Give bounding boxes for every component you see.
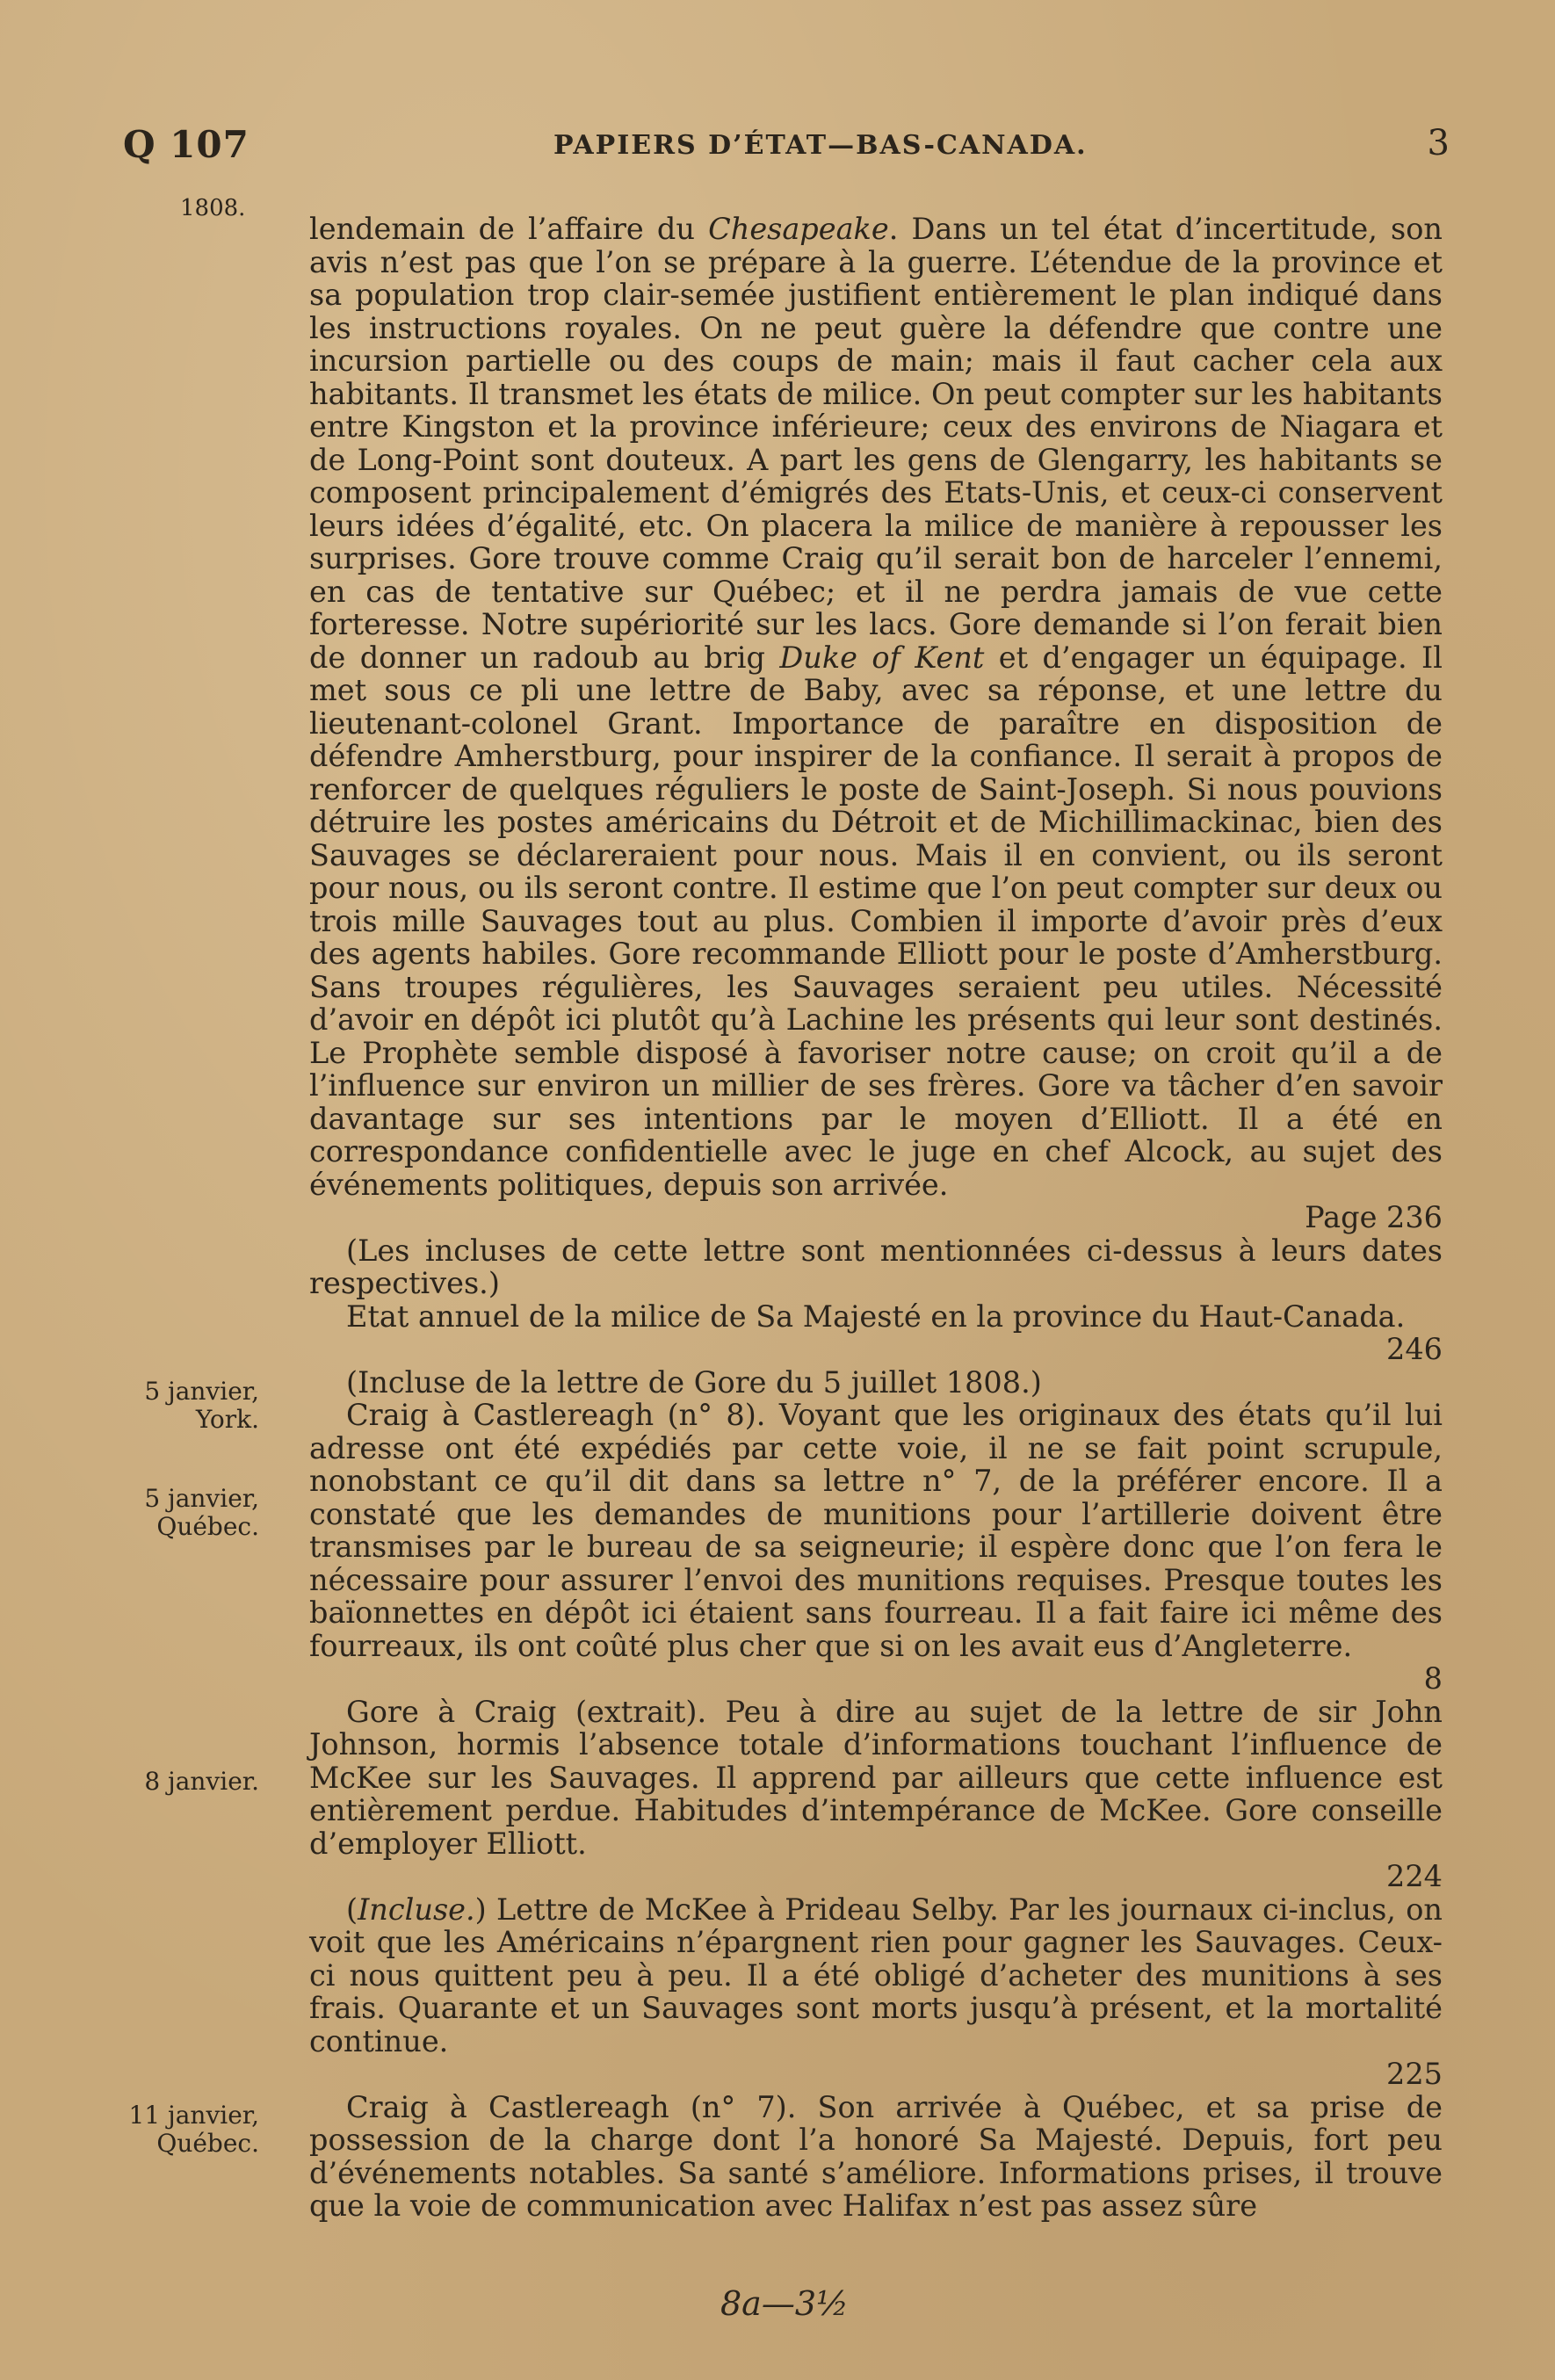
text-run: Lettre de McKee à Prideau Selby. Par les journaux ci-inclus, on voit que les Américains n’épargnent rien pour gagner les Sauvages. Ceux-ci nous quittent peu à peu. Il a été obligé d’acheter des munitions à ses frais. Quarante et un Sauvages sont morts jusqu’à présent, et la mortalité continue. bbox=[309, 1892, 1443, 2058]
margin-note bbox=[110, 1485, 259, 1541]
paragraph bbox=[309, 1696, 1443, 1893]
margin-note-date: 5 janvier, bbox=[144, 1484, 259, 1513]
paragraph: (Les incluses de cette lettre sont mentionnées ci-dessus à leurs dates respectives.) bbox=[309, 1233, 1443, 1300]
margin-note-date: 8 janvier. bbox=[144, 1767, 259, 1796]
margin-note-date: 5 janvier, bbox=[144, 1377, 259, 1406]
page-reference: 246 bbox=[1386, 1332, 1443, 1366]
paragraph: (Incluse.) Lettre de McKee à Prideau Selby. Par les journaux ci-inclus, on voit que les Américains n’épargnent rien pour gagner les Sauvages. Ceux-ci nous quittent peu à peu. Il a été obligé d’acheter des munitions à ses frais. Quarante et un Sauvages sont morts jusqu’à présent, et la mortalité continue. 225 bbox=[309, 1892, 1443, 2091]
text-run: lendemain de l’affaire du bbox=[309, 212, 709, 246]
text-run: Etat annuel de la milice de Sa Majesté en la province du Haut-Canada. bbox=[346, 1299, 1406, 1334]
signature-mark: 8a—3½ bbox=[720, 2284, 849, 2323]
paragraph bbox=[309, 1399, 1443, 1696]
margin-note-place: Québec. bbox=[156, 2129, 259, 2158]
text-run: et d’engager un équipage. Il met sous ce pli une lettre de Baby, avec sa réponse, et une lettre du lieutenant-colonel Grant. Importance de paraître en disposition de défendre Amherstburg, pour inspirer de la confiance. Il serait à propos de renforcer de quelques réguliers le poste de Saint-Joseph. Si nous pouvions détruire les postes américains du Détroit et de Michillimackinac, bien des Sauvages se déclareraient pour nous. Mais il en convient, ou ils seront pour nous, ou ils seront contre. Il estime que l’on peut compter sur deux ou trois mille Sauvages tout au plus. Combien il importe d’avoir près d’eux des agents habiles. Gore recommande Elliott pour le poste d’Amherstburg. Sans troupes régulières, les Sauvages seraient peu utiles. Nécessité d’avoir en dépôt ici plutôt qu’à Lachine les présents qui leur sont destinés. Le Prophète semble disposé à favoriser notre cause; on croit qu’il a de l’influence sur environ un millier de ses frères. Gore va tâcher d’en savoir davantage sur ses intentions par le moyen d’Elliott. Il a été en correspondance confidentielle avec le juge en chef Alcock, au sujet des événements politiques, depuis son arrivée. bbox=[309, 640, 1443, 1202]
page-number: 3 bbox=[1427, 123, 1450, 163]
page-reference: 224 bbox=[1386, 1859, 1443, 1893]
paragraph: Craig à Castlereagh (n° 7). Son arrivée à Québec, et sa prise de possession de la charge dont l’a honoré Sa Majesté. Depuis, fort peu d’événements notables. Sa santé s’améliore. Informations prises, il trouve que la voie de communication avec Halifax n’est pas assez sûre bbox=[309, 2089, 1443, 2223]
text-run: . Dans un tel état d’incertitude, son avis n’est pas que l’on se prépare à la guerre. L’étendue de la province et sa population trop clair-semée justifient entièrement le plan indiqué dans les instructions royales. On ne peut guère la défendre que contre une incursion partielle ou des coups de main; mais il faut cacher cela aux habitants. Il transmet les états de milice. On peut compter sur les habitants entre Kingston et la province inférieure; ceux des environs de Niagara et de Long-Point sont douteux. A part les gens de Glengarry, les habitants se composent principalement d’émigrés des Etats-Unis, et ceux-ci conservent leurs idées d’égalité, etc. On placera la milice de manière à repousser les surprises. Gore trouve comme Craig qu’il serait bon de harceler l’ennemi, en cas de tentative sur Québec; et il ne perdra jamais de vue cette forteresse. Notre supériorité sur les lacs. Gore demande si l’on ferait bien de donner un radoub au brig bbox=[309, 212, 1443, 675]
running-title: PAPIERS D’ÉTAT—BAS-CANADA. bbox=[553, 130, 1088, 161]
page-reference: 8 bbox=[1423, 1661, 1443, 1696]
margin-note bbox=[110, 1768, 259, 1796]
paragraph bbox=[309, 1300, 1443, 1366]
margin-note-date: 11 janvier, bbox=[128, 2101, 259, 2130]
text-run: Gore à Craig (extrait). Peu à dire au sujet de la lettre de sir John Johnson, hormis l’absence totale d’informations touchant l’influence de McKee sur les Sauvages. Il apprend par ailleurs que cette influence est entièrement perdue. Habitudes d’intempérance de McKee. Gore conseille d’employer Elliott. bbox=[309, 1694, 1443, 1861]
paragraph: (Incluse de la lettre de Gore du 5 juillet 1808.) bbox=[346, 1364, 1042, 1400]
margin-note-place: York. bbox=[195, 1405, 259, 1434]
page-header bbox=[123, 123, 1450, 176]
margin-note bbox=[110, 1378, 259, 1434]
ship-name: Duke of Kent bbox=[779, 640, 985, 675]
margin-note bbox=[110, 2101, 259, 2158]
text-run: Craig à Castlereagh (n° 8). Voyant que les originaux des états qu’il lui adresse ont été expédiés par cette voie, il ne se fait point scrupule, nonobstant ce qu’il dit dans sa lettre n° 7, de la préférer encore. Il a constaté que les demandes de munitions pour l’artillerie doivent être transmises par le bureau de sa seigneurie; il espère donc que l’on fera le nécessaire pour assurer l’envoi des munitions requises. Presque toutes les baïonnettes en dépôt ici étaient sans fourreau. Il a fait faire ici même des fourreaux, ils ont coûté plus cher que si on les avait eus d’Angleterre. bbox=[309, 1398, 1443, 1663]
body-text bbox=[309, 213, 1443, 2223]
margin-year: 1808. bbox=[180, 195, 246, 221]
page-reference: Page 236 bbox=[1305, 1200, 1443, 1234]
ship-name: Chesapeake bbox=[708, 212, 889, 246]
incluse-label: Incluse. bbox=[358, 1892, 475, 1927]
volume-reference: Q 107 bbox=[123, 123, 250, 166]
margin-note-place: Québec. bbox=[156, 1512, 259, 1541]
paragraph bbox=[309, 213, 1443, 1234]
page-reference: 225 bbox=[1386, 2057, 1443, 2091]
